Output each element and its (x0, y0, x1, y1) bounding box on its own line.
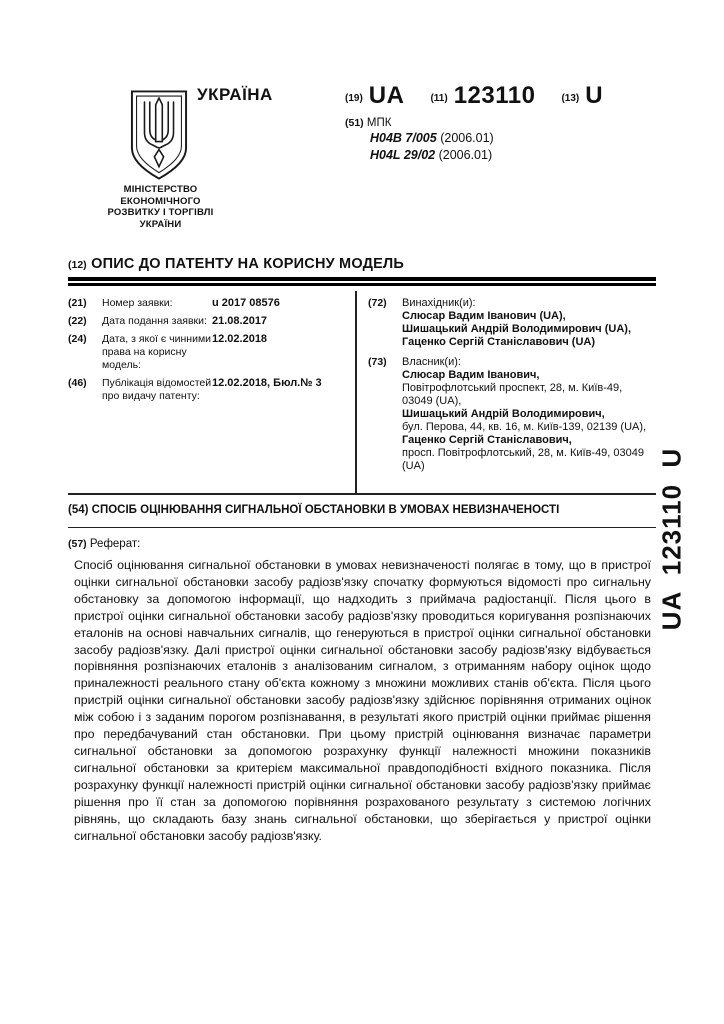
owners-block (368, 356, 654, 473)
field-value: u 2017 08576 (212, 297, 280, 309)
ministry-line: МІНІСТЕРСТВО (123, 184, 198, 195)
inid-12-label: (12) (68, 259, 87, 271)
column-divider (355, 291, 357, 493)
inventor-name: Шишацький Андрій Володимирович (UA), (402, 323, 632, 335)
separator-rule (68, 527, 656, 528)
invention-title: СПОСІБ ОЦІНЮВАННЯ СИГНАЛЬНОЇ ОБСТАНОВКИ В УМОВАХ НЕВИЗНАЧЕНОСТІ (91, 504, 560, 516)
ipc-title: МПК (366, 117, 392, 129)
biblio-row-application-number (68, 297, 346, 310)
ipc-section (345, 117, 645, 129)
owner-name: Шишацький Андрій Володимирович, (402, 408, 605, 420)
biblio-row-publication (68, 377, 346, 403)
double-rule (68, 277, 656, 286)
owner-address: бул. Перова, 44, кв. 16, м. Київ-139, 02139 (UA), (402, 421, 647, 433)
owners-label: Власник(и): (402, 356, 461, 368)
inventors-label: Винахідник(и): (402, 297, 476, 309)
biblio-right-column (368, 297, 654, 480)
ministry-name (88, 184, 233, 231)
inid-46-label: (46) (68, 377, 87, 389)
biblio-row-filing-date (68, 315, 346, 328)
vertical-publication-label: UA 123110 U (656, 447, 687, 631)
inventor-name: Гаценко Сергій Станіславович (UA) (402, 336, 595, 348)
field-label: Дата подання заявки: (102, 315, 207, 327)
kind-code: U (585, 82, 604, 109)
inventors-block (368, 297, 654, 349)
field-label: Дата, з якої є чинними права на корисну модель: (102, 333, 212, 371)
ipc-entry (370, 148, 645, 163)
inid-57-label: (57) (68, 538, 87, 550)
ipc-version: (2006.01) (440, 131, 494, 145)
field-value: 12.02.2018, Бюл.№ 3 (212, 377, 322, 389)
inid-13-label: (13) (561, 93, 580, 104)
field-value: 12.02.2018 (212, 333, 268, 345)
inid-54-label: (54) (68, 504, 89, 516)
owner-name: Гаценко Сергій Станіславович, (402, 434, 572, 446)
document-type-header (68, 255, 404, 273)
document-type-title: ОПИС ДО ПАТЕНТУ НА КОРИСНУ МОДЕЛЬ (91, 256, 405, 272)
ipc-code: H04B 7/005 (370, 131, 437, 145)
ipc-code: H04L 29/02 (370, 148, 436, 162)
inid-72-label: (72) (368, 297, 387, 309)
bibliographic-section (68, 291, 656, 493)
abstract-text: Спосіб оцінювання сигнальної обстановки в умовах невизначеності полягає в тому, що в пристрої оцінки сигнальної обстановки засобу радіозв'язку спочатку формуються відомості про сигнальну обстановку за допомогою інформації, що надходить з приймача радіостанції. Після цього в пристрої оцінки сигнальної обстановки засобу радіозв'язку проводиться коригування розпізнаючих еталонів на основі навчальних сигналів, що генеруються в пристрої оцінки сигнальної обстановки засобу радіозв'язку. Далі пристрої оцінки сигнальної обстановки засобу радіозв'язку відбувається порівняння розпізнаючих еталонів з аналізованим сигналом, з отриманням набору оцінок щодо приналежності реального стану об'єкта кожному з множини можливих станів об'єкта. Після цього пристрій оцінки сигнальної обстановки засобу радіозв'язку здійснює порівняння отриманих оцінок між собою і з заданим порогом розпізнавання, в результаті якого пристрій оцінки приймає рішення про передбачуваний стан обстановки. При цьому пристрій оцінювання визначає параметри сигнальної обстановки за допомогою розрахунку функції належності множини показників сигнальної обстановки за критерієм максимальної правдоподібності вхідного показника. Після розрахунку функції належності пристрій оцінки сигнальної обстановки засобу радіозв'язку приймає рішення про її стан за допомогою порівняння розрахованого результату з системою логічних рівнянь, що складають базу знань сигнальної обстановки, що зберігається у пристрої оцінки сигнальної обстановки засобу радіозв'язку. (74, 558, 651, 843)
inid-21-label: (21) (68, 297, 87, 309)
owner-address: просп. Повітрофлотський, 28, м. Київ-49, 03049 (UA) (402, 447, 645, 472)
inid-24-label: (24) (68, 333, 87, 345)
abstract-label: Реферат: (89, 538, 141, 550)
invention-title-row (68, 503, 656, 518)
country-code: UA (368, 82, 405, 109)
inid-51-label: (51) (345, 117, 364, 129)
trident-icon (126, 82, 192, 188)
ukraine-trident-emblem (126, 82, 192, 188)
owner-address: Повітрофлотський проспект, 28, м. Київ-49, 03049 (UA), (402, 382, 623, 407)
inid-19-label: (19) (345, 93, 363, 104)
separator-rule (68, 493, 656, 495)
ipc-entry (370, 131, 645, 146)
country-name: УКРАЇНА (197, 85, 273, 104)
field-label: Публікація відомостей про видачу патенту: (102, 377, 212, 402)
ministry-line: ЕКОНОМІЧНОГО (120, 195, 201, 207)
inid-73-label: (73) (368, 356, 387, 368)
inventor-name: Слюсар Вадим Іванович (UA), (402, 310, 566, 322)
field-label: Номер заявки: (102, 297, 173, 309)
document-number: 123110 (453, 82, 536, 109)
ministry-line: РОЗВИТКУ І ТОРГІВЛІ (107, 207, 214, 219)
codes-row (345, 84, 645, 108)
ministry-line: УКРАЇНИ (139, 219, 182, 231)
abstract-label-row (68, 538, 140, 550)
biblio-left-column (68, 297, 346, 408)
inid-22-label: (22) (68, 315, 87, 327)
owner-name: Слюсар Вадим Іванович, (402, 369, 540, 381)
ipc-version: (2006.01) (438, 148, 493, 162)
publication-codes (345, 84, 645, 163)
field-value: 21.08.2017 (212, 315, 268, 327)
inid-11-label: (11) (430, 93, 448, 104)
biblio-row-effective-date (68, 333, 346, 372)
